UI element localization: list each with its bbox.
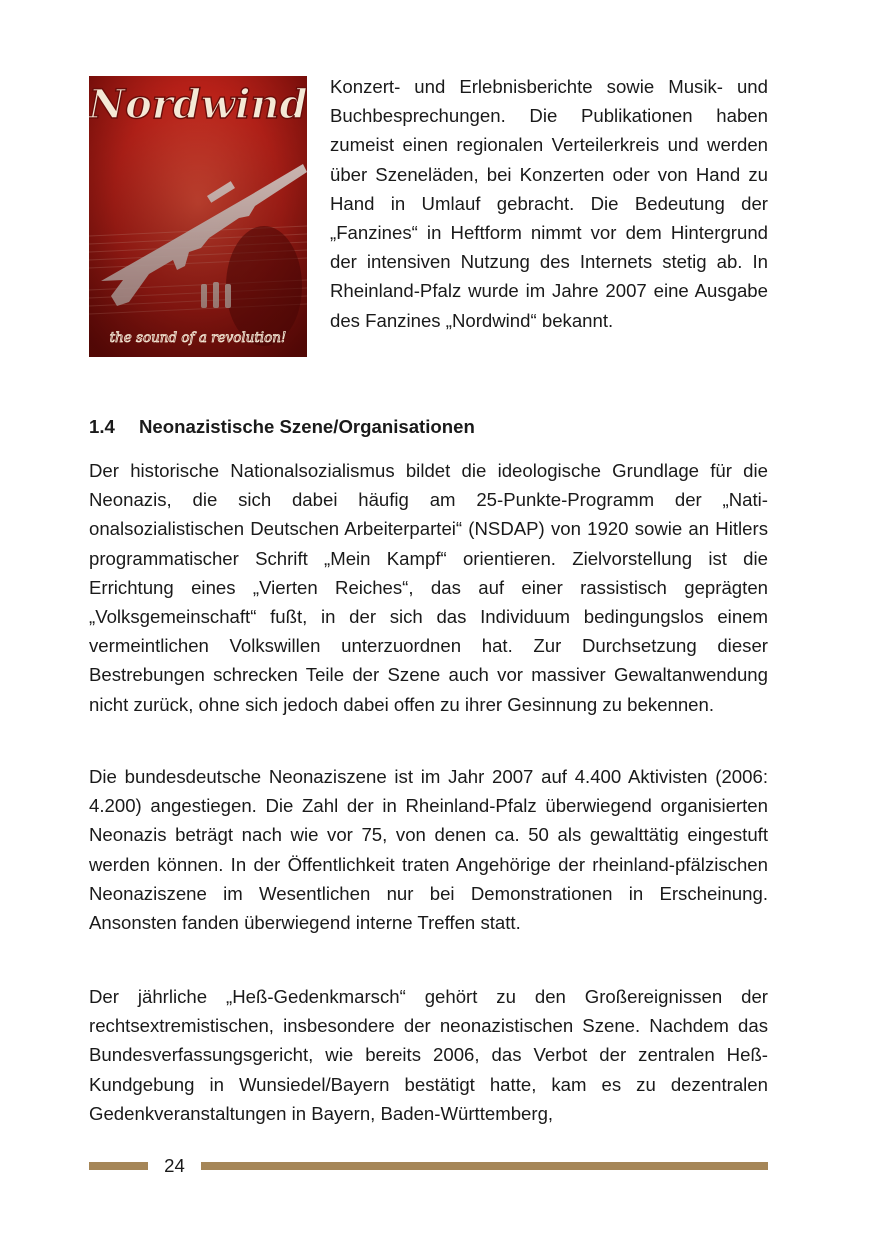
intro-paragraph: Konzert- und Erlebnisberichte sowie Musik- und Buchbesprechungen. Die Publikationen haben zumeist einen regionalen Verteilerkreis und werden über Szeneläden, bei Konzerten oder von Hand zu Hand in Umlauf gebracht. Die Bedeutung der „Fanzines“ in Heftform nimmt vor dem Hintergrund der intensiven Nutzung des Internets stetig ab. In Rheinland-Pfalz wurde im Jahre 2007 eine Ausgabe des Fanzines „Nordwind“ bekannt. [330, 76, 768, 331]
section-number: 1.4 [89, 416, 115, 437]
footer-rule-left [89, 1162, 148, 1170]
body-paragraph: Die bundesdeutsche Neonaziszene ist im Jahr 2007 auf 4.400 Aktivisten (2006: 4.200) angestiegen. Die Zahl der in Rheinland-Pfalz überwiegend organisierten Neonazis beträgt nach wie vor 75, von denen ca. 50 als gewalttätig eingestuft werden können. In der Öffentlichkeit traten Angehörige der rheinland-pfälzischen Neonaziszene im Wesentlichen nur bei Demonstrationen in Erscheinung. Ansonsten fanden überwiegend interne Treffen statt. [89, 766, 768, 934]
body-paragraph: Der jährliche „Heß-Gedenkmarsch“ gehört zu den Großereignissen der rechtsextremistischen, insbesondere der neonazistischen Szene. Nachdem das Bundesverfassungsgericht, wie bereits 2006, das Verbot der zentralen Heß-Kundgebung in Wunsiedel/Bayern bestätigt hatte, kam es zu dezentralen Gedenkveranstaltungen in Bayern, Baden-Württemberg, [89, 986, 768, 1124]
cover-tagline: the sound of a revolution! [109, 330, 287, 346]
cover-title: Nordwind [89, 81, 307, 128]
footer-rule-right [201, 1162, 768, 1170]
page-number: 24 [164, 1155, 185, 1176]
fanzine-cover-image [89, 76, 307, 357]
body-paragraph: Der historische Nationalsozialismus bildet die ideologische Grundlage für die Neonazis, die sich dabei häufig am 25-Punkte-Programm der „Nationalsozialistischen Deutschen Arbeiterpartei“ (NSDAP) von 1920 sowie an Hitlers programmatischer Schrift „Mein Kampf“ orientieren. Zielvorstellung ist die Errichtung eines „Vierten Reiches“, das auf einer rassistisch geprägten „Volksgemeinschaft“ fußt, in der sich das Individuum bedingungslos einem vermeintlichen Volkswillen unterzuordnen hat. Zur Durchsetzung dieser Bestrebungen schrecken Teile der Szene auch vor massiver Gewaltanwendung nicht zurück, ohne sich jedoch dabei offen zu ihrer Gesinnung zu bekennen. [89, 460, 768, 715]
cover-artwork [89, 76, 307, 357]
section-heading [89, 414, 769, 440]
section-title: Neonazistische Szene/Organisationen [139, 416, 475, 437]
